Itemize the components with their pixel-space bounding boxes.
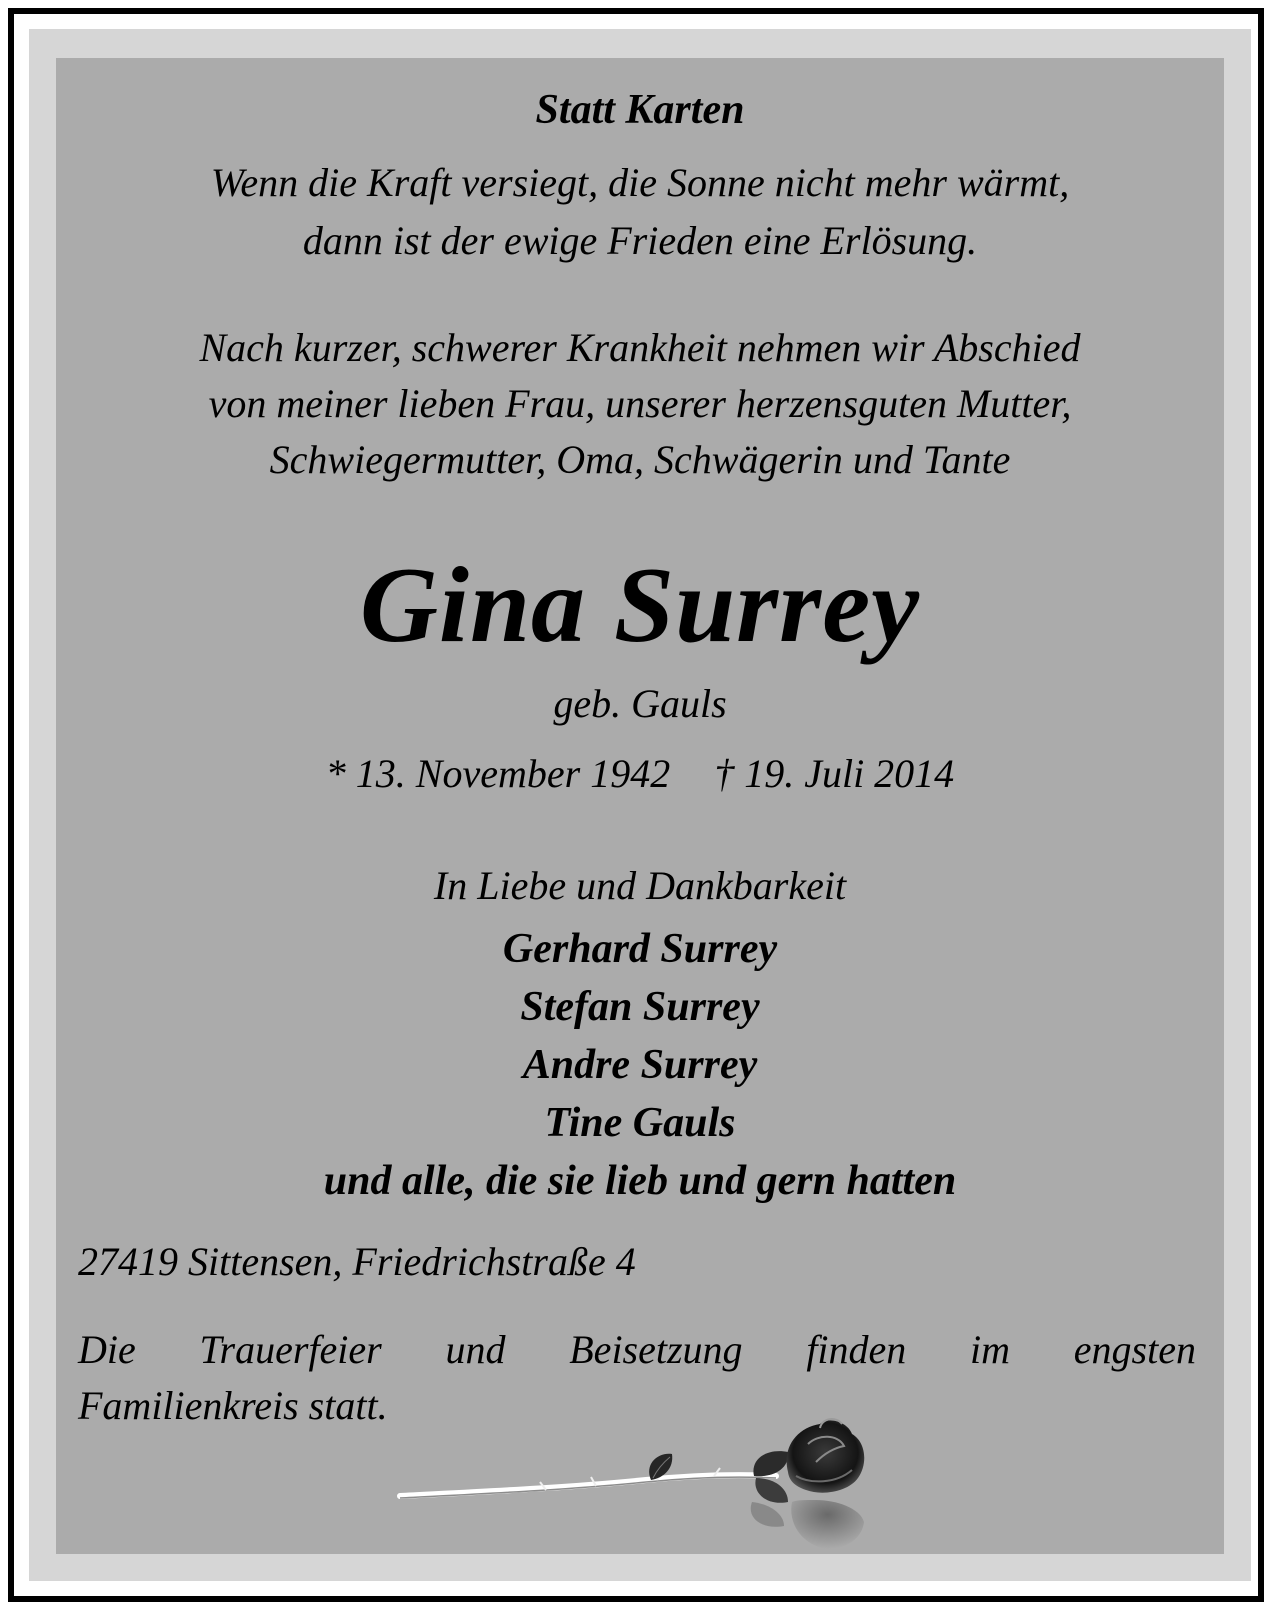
life-dates xyxy=(56,746,1224,802)
verse-line: Wenn die Kraft versiegt, die Sonne nicht mehr wärmt, xyxy=(210,160,1070,205)
birth-name: geb. Gauls xyxy=(553,681,727,726)
verse-line: dann ist der ewige Frieden eine Erlösung. xyxy=(302,218,978,263)
death-date: † 19. Juli 2014 xyxy=(714,751,955,796)
mourner-name: Stefan Surrey xyxy=(520,984,760,1030)
closing-phrase: In Liebe und Dankbarkeit xyxy=(433,863,847,908)
mourner-name: und alle, die sie lieb und gern hatten xyxy=(323,1158,957,1204)
notice-word: Trauerfeier xyxy=(199,1327,382,1372)
intro-line: Schwiegermutter, Oma, Schwägerin und Tante xyxy=(269,437,1011,482)
birth-date: * 13. November 1942 xyxy=(325,751,671,796)
notice-line: Familienkreis statt. xyxy=(78,1383,388,1428)
notice-word: finden xyxy=(806,1327,907,1372)
notice-word: und xyxy=(445,1327,506,1372)
mourner-name: Tine Gauls xyxy=(544,1100,736,1146)
mourner-name: Andre Surrey xyxy=(522,1042,758,1088)
notice-word: im xyxy=(970,1327,1011,1372)
verse xyxy=(56,154,1224,270)
notice-word: Beisetzung xyxy=(569,1327,743,1372)
rose-icon xyxy=(396,1418,876,1554)
notice-word: Die xyxy=(78,1327,136,1372)
notice-line xyxy=(78,1322,1196,1378)
heading: Statt Karten xyxy=(535,87,745,133)
intro-line: von meiner lieben Frau, unserer herzensguten Mutter, xyxy=(208,381,1072,426)
intro-text xyxy=(56,320,1224,488)
address: 27419 Sittensen, Friedrichstraße 4 xyxy=(78,1239,636,1284)
mourners-list xyxy=(56,920,1224,1210)
notice-word: engsten xyxy=(1073,1327,1196,1372)
obituary-panel xyxy=(56,58,1224,1554)
mourner-name: Gerhard Surrey xyxy=(502,926,778,972)
intro-line: Nach kurzer, schwerer Krankheit nehmen wir Abschied xyxy=(199,325,1081,370)
deceased-name: Gina Surrey xyxy=(359,546,921,665)
